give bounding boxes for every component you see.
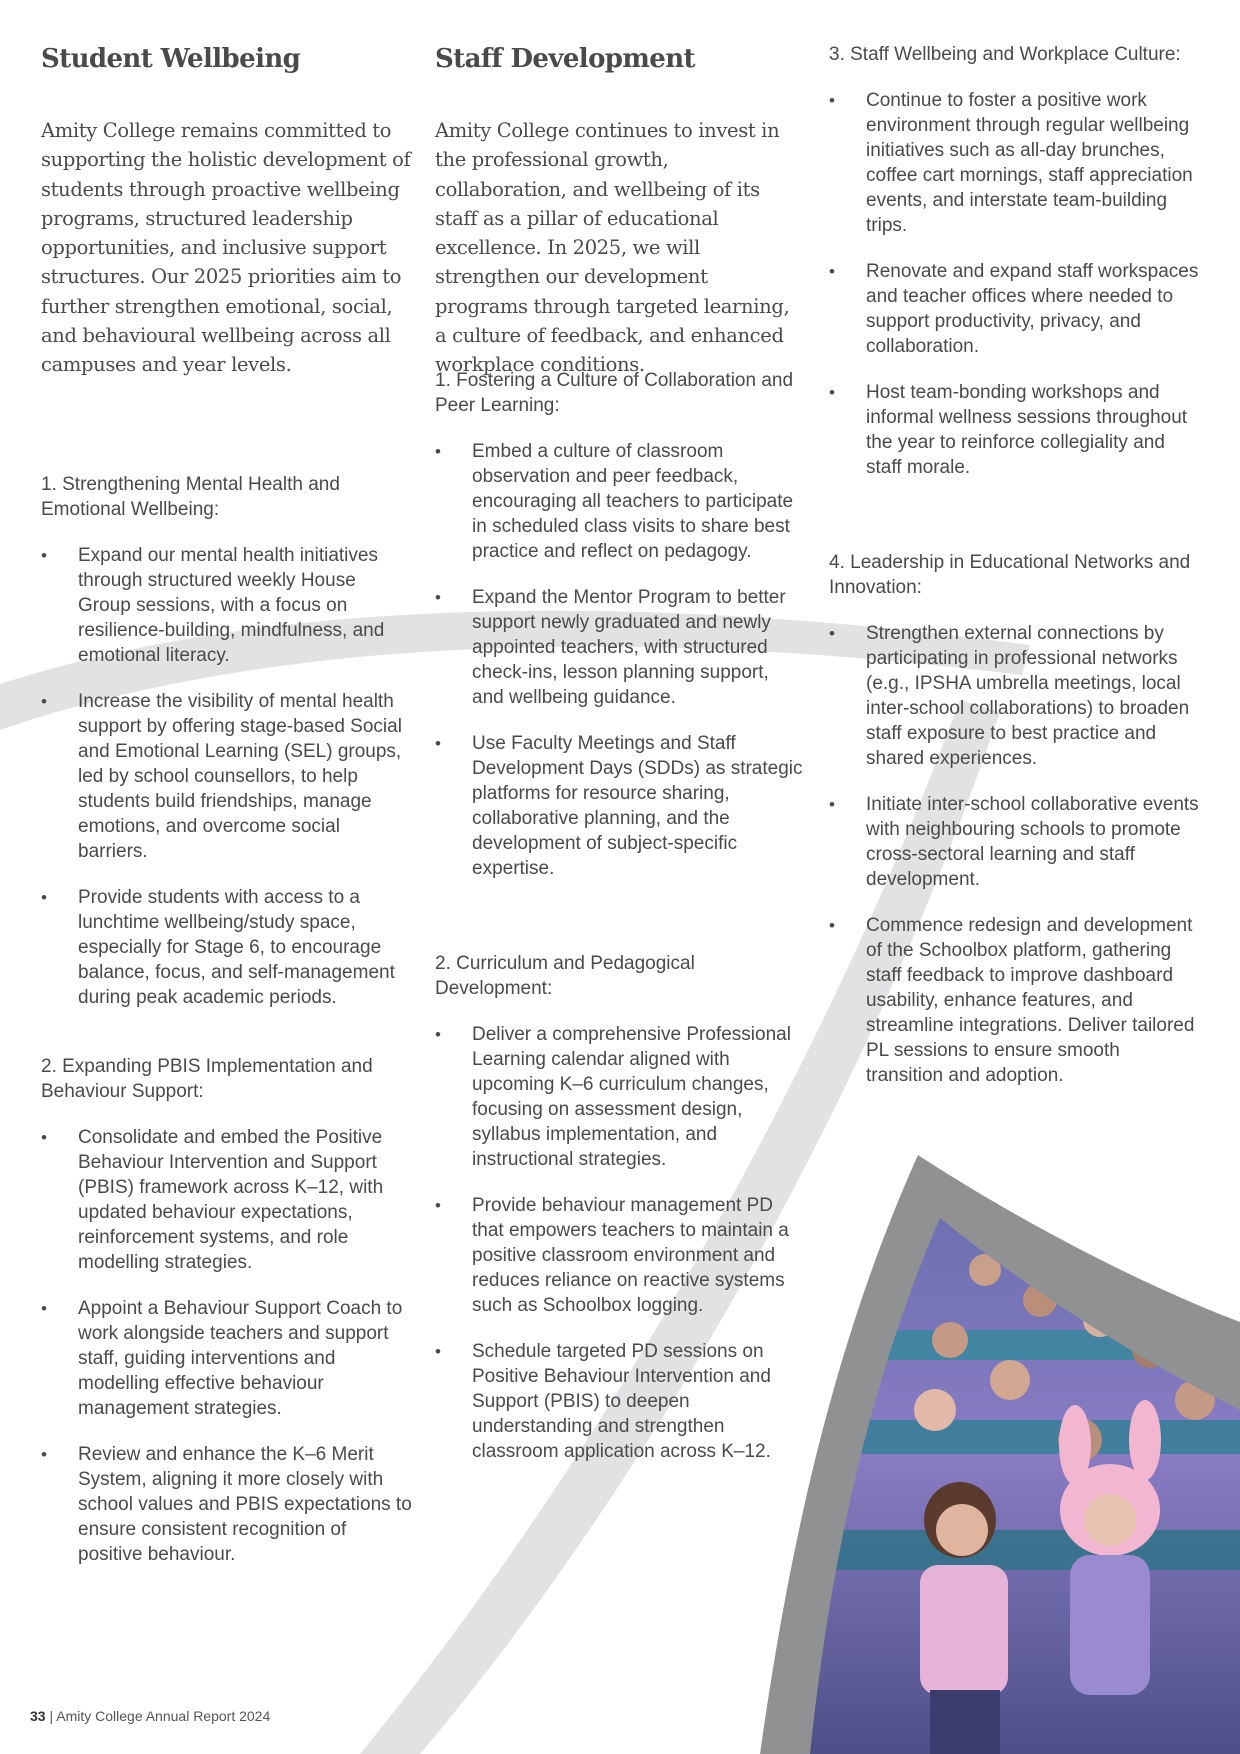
- section-heading: 2. Expanding PBIS Implementation and Behaviour Support:: [41, 1056, 373, 1102]
- bullet-icon: •: [435, 734, 441, 753]
- footer-separator: |: [45, 1708, 57, 1724]
- staff-section-2: [435, 951, 805, 1485]
- list-item: • Commence redesign and development of the Schoolbox platform, gathering staff feedback to improve dashboard usability, enhance features, and streamline integrations. Deliver tailored PL sessions to ensure smooth transition and adoption.: [829, 915, 1195, 1086]
- student-section-1: [41, 472, 413, 1031]
- section-heading: 4. Leadership in Educational Networks and Innovation:: [829, 552, 1191, 598]
- list-item: • Deliver a comprehensive Professional Learning calendar aligned with upcoming K–6 curriculum changes, focusing on assessment design, syllabus implementation, and instructional strategies.: [435, 1024, 791, 1170]
- list-item: • Renovate and expand staff workspaces and teacher offices where needed to support productivity, privacy, and collaboration.: [829, 261, 1199, 357]
- publication-name: Amity College Annual Report 2024: [56, 1708, 271, 1724]
- list-item: • Expand our mental health initiatives through structured weekly House Group sessions, with a focus on resilience-building, mindfulness, and emotional literacy.: [41, 545, 385, 666]
- section-heading: 1. Fostering a Culture of Collaboration and Peer Learning:: [435, 370, 794, 416]
- section-heading: 2. Curriculum and Pedagogical Development:: [435, 953, 695, 999]
- bullet-list: [41, 543, 413, 1010]
- staff-section-4: [829, 550, 1201, 1109]
- staff-section-1: [435, 368, 805, 902]
- bullet-list: [829, 88, 1201, 480]
- section-heading: 1. Strengthening Mental Health and Emotional Wellbeing:: [41, 474, 340, 520]
- bullet-icon: •: [41, 1128, 47, 1147]
- bullet-icon: •: [41, 1445, 47, 1464]
- list-item: • Initiate inter-school collaborative events with neighbouring schools to promote cross-sectoral learning and staff development.: [829, 794, 1199, 890]
- list-item: • Review and enhance the K–6 Merit System, aligning it more closely with school values and PBIS expectations to ensure consistent recognition of positive behaviour.: [41, 1444, 412, 1565]
- student-section-2: [41, 1054, 413, 1588]
- list-item: • Embed a culture of classroom observation and peer feedback, encouraging all teachers to participate in scheduled class visits to share best practice and reflect on pedagogy.: [435, 441, 794, 562]
- list-item: • Use Faculty Meetings and Staff Development Days (SDDs) as strategic platforms for resource sharing, collaborative planning, and the development of subject-specific expertise.: [435, 733, 803, 879]
- bullet-icon: •: [829, 916, 835, 935]
- student-wellbeing-intro: Amity College remains committed to supporting the holistic development of students through proactive wellbeing programs, structured leadership opportunities, and inclusive support structures. Our 2025 priorities aim to further strengthen emotional, social, and behavioural wellbeing across all campuses and year levels.: [41, 119, 411, 377]
- list-item: • Provide students with access to a lunchtime wellbeing/study space, especially for Stage 6, to encourage balance, focus, and self-management during peak academic periods.: [41, 887, 395, 1008]
- page-number: 33: [30, 1708, 46, 1724]
- bullet-icon: •: [41, 692, 47, 711]
- student-wellbeing-title: Student Wellbeing: [41, 44, 301, 74]
- list-item: • Expand the Mentor Program to better support newly graduated and newly appointed teachers, with structured check-ins, lesson planning support, and wellbeing guidance.: [435, 587, 786, 708]
- bullet-icon: •: [435, 1196, 441, 1215]
- list-item: • Consolidate and embed the Positive Behaviour Intervention and Support (PBIS) framework across K–12, with updated behaviour expectations, reinforcement systems, and role modelling strategies.: [41, 1127, 384, 1273]
- bullet-list: [41, 1125, 413, 1567]
- list-item: • Provide behaviour management PD that empowers teachers to maintain a positive classroom environment and reduces reliance on reactive systems such as Schoolbox logging.: [435, 1195, 789, 1316]
- staff-development-intro: Amity College continues to invest in the professional growth, collaboration, and wellbeing of its staff as a pillar of educational excellence. In 2025, we will strengthen our development programs through targeted learning, a culture of feedback, and enhanced workplace conditions.: [435, 119, 790, 377]
- bullet-icon: •: [829, 383, 835, 402]
- list-item: • Strengthen external connections by participating in professional networks (e.g., IPSHA umbrella meetings, local inter-school collaborations) to broaden staff exposure to best practice and shared experiences.: [829, 623, 1190, 769]
- bullet-icon: •: [829, 262, 835, 281]
- section-heading: 3. Staff Wellbeing and Workplace Culture:: [829, 44, 1181, 65]
- bullet-icon: •: [435, 1342, 441, 1361]
- bullet-icon: •: [41, 1299, 47, 1318]
- bullet-icon: •: [435, 1025, 441, 1044]
- list-item: • Schedule targeted PD sessions on Positive Behaviour Intervention and Support (PBIS) to deepen understanding and strengthen classroom application across K–12.: [435, 1341, 771, 1462]
- bullet-icon: •: [435, 588, 441, 607]
- list-item: • Appoint a Behaviour Support Coach to work alongside teachers and support staff, guiding interventions and modelling effective behaviour management strategies.: [41, 1298, 403, 1419]
- staff-development-title: Staff Development: [435, 44, 695, 74]
- list-item: • Host team-bonding workshops and informal wellness sessions throughout the year to reinforce collegiality and staff morale.: [829, 382, 1188, 478]
- page-footer: [30, 1708, 270, 1724]
- list-item: • Continue to foster a positive work environment through regular wellbeing initiatives such as all-day brunches, coffee cart mornings, staff appreciation events, and interstate team-building trips.: [829, 90, 1193, 236]
- bullet-icon: •: [435, 442, 441, 461]
- staff-section-3: [829, 42, 1201, 501]
- bullet-icon: •: [41, 546, 47, 565]
- bullet-list: [829, 621, 1201, 1088]
- bullet-icon: •: [829, 91, 835, 110]
- bullet-icon: •: [829, 624, 835, 643]
- list-item: • Increase the visibility of mental health support by offering stage-based Social and Emotional Learning (SEL) groups, led by school counsellors, to help students build friendships, manage emotions, and overcome social barriers.: [41, 691, 402, 862]
- bullet-icon: •: [829, 795, 835, 814]
- bullet-icon: •: [41, 888, 47, 907]
- bullet-list: [435, 1022, 805, 1464]
- bullet-list: [435, 439, 805, 881]
